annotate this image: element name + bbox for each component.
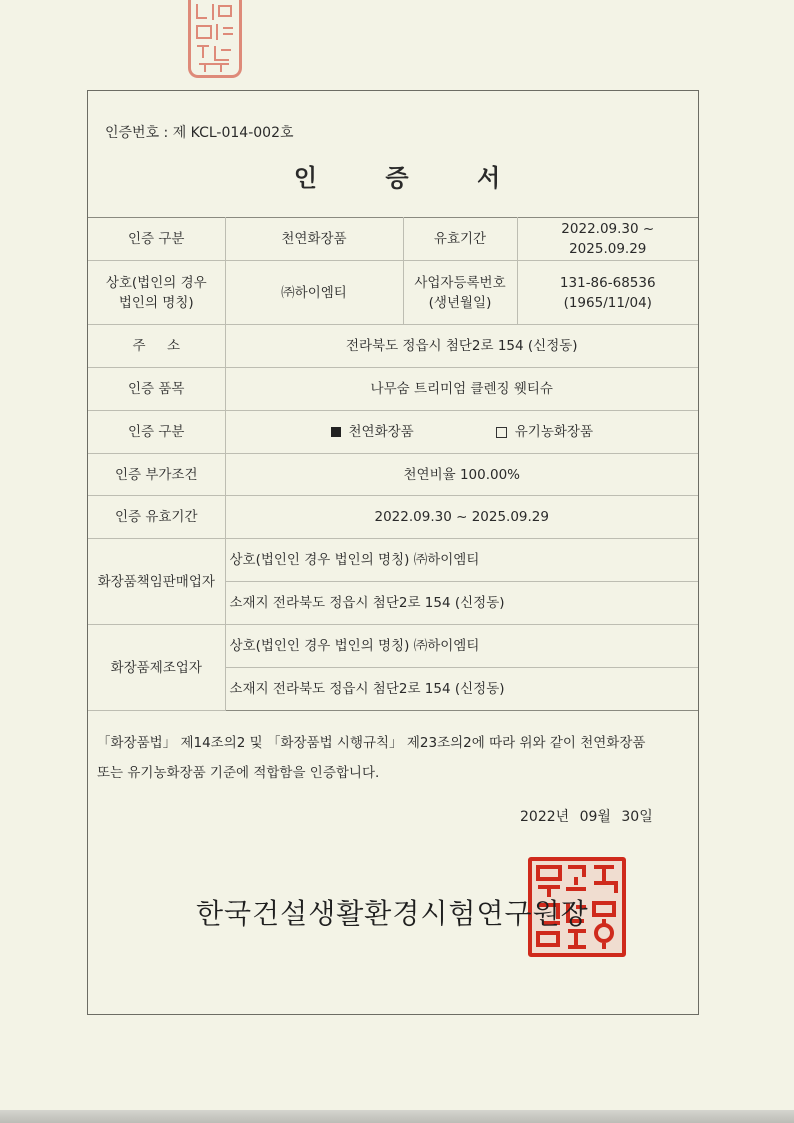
- category-value: 천연화장품: [225, 218, 403, 261]
- period-value: 2022.09.30 ~ 2025.09.29: [517, 218, 698, 261]
- certificate-table: [88, 217, 698, 711]
- company-label-line1: 상호(법인의 경우: [105, 274, 207, 291]
- category-row: [88, 218, 698, 261]
- organic-cosmetics-option: [496, 422, 593, 442]
- validity-value: 2022.09.30 ~ 2025.09.29: [225, 496, 698, 539]
- checked-box-icon: [331, 427, 341, 437]
- registration-number: 131-86-68536: [559, 274, 656, 291]
- top-seal-stamp: [188, 0, 242, 78]
- period-label: 유효기간: [403, 218, 517, 261]
- address-value: 전라북도 정읍시 첨단2로 154 (신정동): [225, 325, 698, 368]
- seller-address: 소재지 전라북도 정읍시 첨단2로 154 (신정동): [225, 582, 698, 625]
- company-label: [88, 261, 225, 325]
- category-label: 인증 구분: [88, 218, 225, 261]
- condition-row: [88, 454, 698, 496]
- seller-name: 상호(법인인 경우 법인의 명칭) ㈜하이엠티: [225, 539, 698, 582]
- certification-statement: [97, 728, 697, 788]
- company-label-line2: 법인의 명칭): [118, 294, 194, 311]
- cert-type-label: 인증 구분: [88, 411, 225, 454]
- manufacturer-address: 소재지 전라북도 정읍시 첨단2로 154 (신정동): [225, 668, 698, 711]
- address-row: [88, 325, 698, 368]
- registration-label-line1: 사업자등록번호: [414, 274, 506, 291]
- statement-line2: 또는 유기농화장품 기준에 적합함을 인증합니다.: [97, 765, 380, 781]
- natural-cosmetics-option: [331, 422, 414, 442]
- natural-cosmetics-label: 천연화장품: [348, 424, 414, 440]
- validity-row: [88, 496, 698, 539]
- issue-date: 2022년 09월 30일: [520, 809, 653, 825]
- manufacturer-row: [88, 625, 698, 668]
- manufacturer-name: 상호(법인인 경우 법인의 명칭) ㈜하이엠티: [225, 625, 698, 668]
- address-label: 주 소: [88, 325, 225, 368]
- issuer-name: 한국건설생활환경시험연구원장: [196, 897, 589, 930]
- registration-label-line2: (생년월일): [428, 294, 492, 311]
- seller-label: 화장품책임판매업자: [88, 539, 225, 625]
- organic-cosmetics-label: 유기농화장품: [514, 424, 593, 440]
- product-row: [88, 368, 698, 411]
- validity-label: 인증 유효기간: [88, 496, 225, 539]
- scan-edge: [0, 1110, 794, 1123]
- registration-label: [403, 261, 517, 325]
- condition-value: 천연비율 100.00%: [225, 454, 698, 496]
- company-row: [88, 261, 698, 325]
- product-label: 인증 품목: [88, 368, 225, 411]
- certificate-number: 인증번호 : 제 KCL-014-002호: [105, 125, 294, 141]
- unchecked-box-icon: [496, 427, 507, 438]
- birth-date: (1965/11/04): [563, 294, 652, 311]
- statement-line1: 「화장품법」 제14조의2 및 「화장품법 시행규칙」 제23조의2에 따라 위와 같이 천연화장품: [97, 735, 646, 751]
- manufacturer-label: 화장품제조업자: [88, 625, 225, 711]
- document-title: 인 증 서: [293, 164, 531, 192]
- product-value: 나무숨 트리미엄 클렌징 웻티슈: [225, 368, 698, 411]
- company-value: ㈜하이엠티: [225, 261, 403, 325]
- seller-row: [88, 539, 698, 582]
- cert-type-options: [225, 411, 698, 454]
- cert-type-row: [88, 411, 698, 454]
- registration-value: [517, 261, 698, 325]
- condition-label: 인증 부가조건: [88, 454, 225, 496]
